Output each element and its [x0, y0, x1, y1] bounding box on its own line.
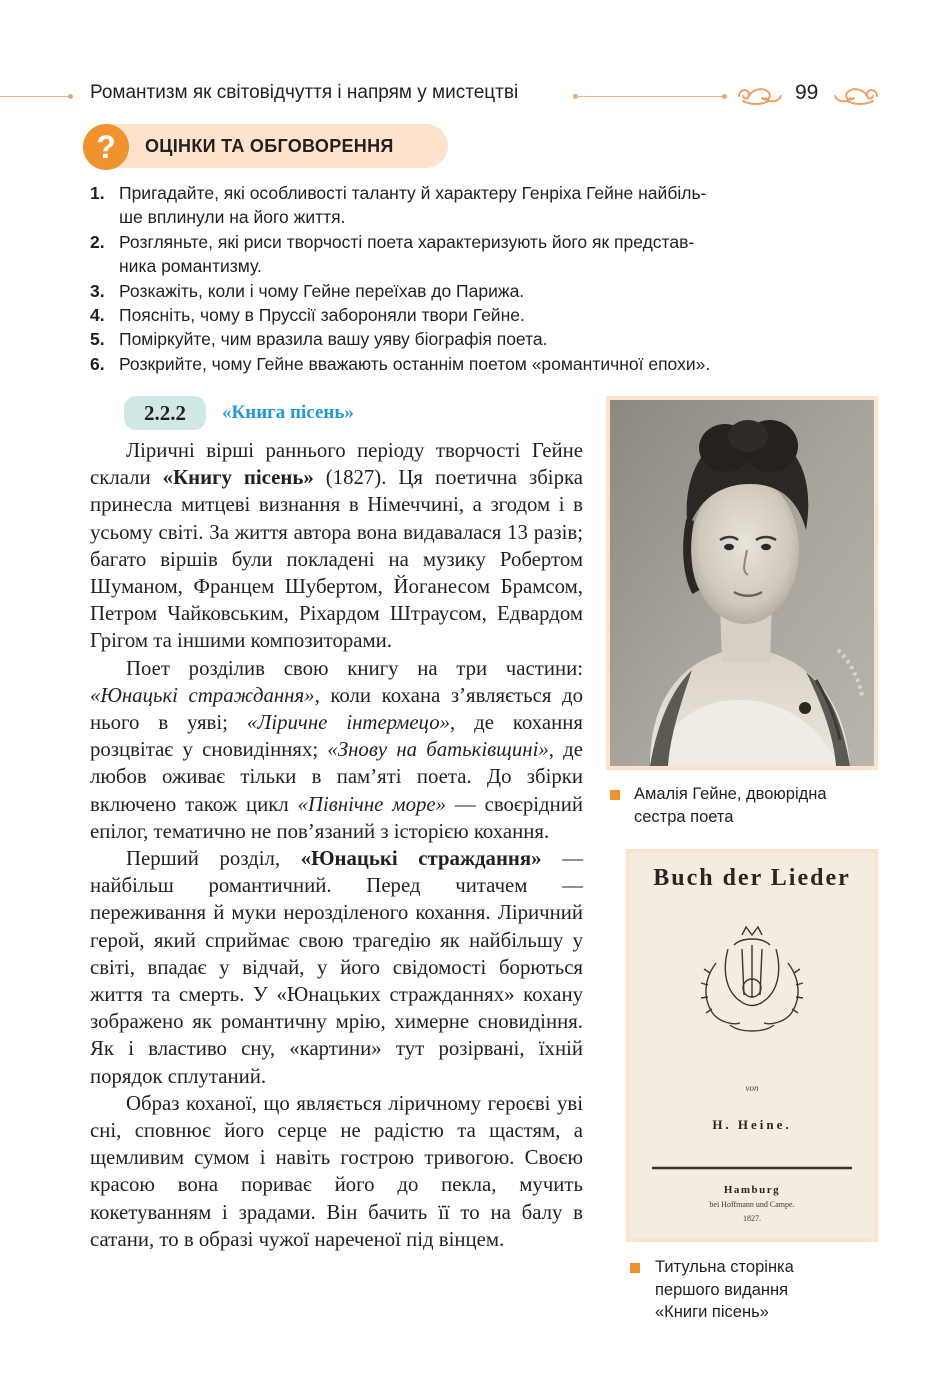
question-text: Розкажіть, коли і чому Гейне переїхав до Парижа.: [119, 280, 525, 301]
question-item: [90, 303, 835, 327]
question-text: Поясніть, чому в Пруссії забороняли твори Гейне.: [119, 305, 525, 326]
question-line: Розгляньте, які риси творчості поета характеризують його як представ-: [119, 231, 695, 252]
swirl-ornament-right-icon: [833, 83, 881, 109]
portrait-caption: [634, 783, 827, 828]
portrait-amalie-heine-image: [610, 400, 874, 766]
header-rule-dot: [722, 94, 727, 99]
title-page-caption: [655, 1256, 794, 1324]
text-run: , де любов оживає тільки в пам’яті поета. До збірки включено також цикл: [90, 738, 583, 816]
swirl-ornament-left-icon: [735, 83, 783, 109]
text-run: , коли кохана з’являється до нього в уяві;: [90, 683, 583, 735]
text-run: , де кохання розцвітає у сновидіннях;: [90, 711, 583, 762]
header-rule-dot: [68, 94, 73, 99]
body-paragraph: [90, 845, 583, 1090]
page-number: 99: [795, 81, 819, 104]
book-year: 1827.: [743, 1214, 761, 1223]
book-title: Buch der Lieder: [653, 865, 851, 891]
body-paragraph: [90, 1090, 583, 1253]
question-number: 6.: [90, 353, 105, 374]
questions-list: [90, 181, 835, 376]
question-item: [90, 181, 835, 230]
question-number: 4.: [90, 305, 105, 326]
section-title: «Книга пісень»: [222, 402, 354, 423]
question-item: [90, 279, 835, 303]
question-item: [90, 352, 835, 376]
running-title: Романтизм як світовідчуття і напрям у мистецтві: [90, 82, 519, 103]
text-run: Ліричні вірші раннього періоду творчості Гейне склали: [90, 439, 583, 490]
section-body-text: [90, 437, 583, 1253]
text-run: Образ коханої, що являється ліричному героєві уві сні, сповнює його серце не радістю та щастям, а щемливим сумом і навіть гострою тривогою. Своєю красою вона пориває його до пекла, мучить кокетуванням і зрадами. Він бачить її то на балу в сатани, то в образі чужої нареченої під вінцем.: [90, 1091, 583, 1251]
caption-marker-icon: [630, 1263, 640, 1273]
question-line: ника романтизму.: [119, 256, 262, 277]
book-author: H. Heine.: [712, 1117, 792, 1132]
book-von: von: [745, 1083, 759, 1093]
question-mark-icon: ?: [83, 124, 129, 170]
question-item: [90, 327, 835, 351]
text-run: Поет розділив свою книгу на три частини:: [126, 656, 583, 680]
question-number: 2.: [90, 231, 105, 252]
text-run: — найбільш романтичний. Перед читачем — переживання й муки нерозділеного кохання. Ліричний герой, який сприймає свою трагедію як найбільшу у світі, впадає у відчай, у його свідомості борються життя та смерть. У «Юнацьких стражданнях» кохану зображено як романтичну мрію, химерне сновидіння. Як і властиво сну, «картини» тут розірвані, їхній порядок сплутаний.: [90, 847, 583, 1088]
question-text: Поміркуйте, чим вразила вашу уяву біографія поета.: [119, 329, 548, 350]
text-run: — своєрідний епілог, тематично не пов’язаний з історією кохання.: [90, 792, 584, 843]
question-number: 5.: [90, 329, 105, 350]
section-number-badge: 2.2.2: [124, 396, 206, 430]
body-paragraph: [90, 437, 583, 655]
book-place: Hamburg: [723, 1184, 781, 1196]
italic-text-run: «Північне море»: [297, 792, 447, 816]
text-run: Перший розділ,: [126, 847, 301, 871]
caption-line: Титульна сторінка: [655, 1258, 794, 1276]
caption-marker-icon: [610, 790, 620, 800]
bold-text-run: «Книгу пісень»: [162, 466, 314, 490]
running-header: [0, 80, 952, 112]
body-paragraph: [90, 655, 583, 845]
header-rule-right: [575, 96, 725, 97]
italic-text-run: «Знову на батьківщині»: [327, 738, 549, 762]
book-publisher: bei Hoffmann und Campe.: [709, 1200, 795, 1209]
italic-text-run: «Ліричне інтермецо»: [246, 711, 450, 735]
bold-text-run: «Юнацькі страждання»: [300, 847, 542, 871]
caption-line: «Книги пісень»: [655, 1303, 769, 1321]
text-run: (1827). Ця поетична збірка принесла митцеві визнання в Німеччині, а згодом і в усьому світі. За життя автора вона видавалася 13 разів; багато віршів були покладені на музику Робертом Шуманом, Францем Шубертом, Йоганесом Брамсом, Петром Чайковським, Ріхардом Штраусом, Едвардом Грігом та іншими композиторами.: [90, 466, 583, 653]
header-rule-left: [0, 96, 72, 97]
questions-heading: ОЦІНКИ ТА ОБГОВОРЕННЯ: [145, 136, 394, 156]
question-text: [119, 230, 835, 279]
question-text: Розкрийте, чому Гейне вважають останнім поетом «романтичної епохи».: [119, 353, 711, 374]
caption-line: сестра поета: [634, 807, 734, 826]
question-line: ше вплинули на його життя.: [119, 207, 346, 228]
caption-line: першого видання: [655, 1280, 789, 1299]
question-text: [119, 181, 835, 230]
question-line: Пригадайте, які особливості таланту й характеру Генріха Гейне найбіль-: [119, 183, 707, 203]
italic-text-run: «Юнацькі страждання»: [90, 683, 315, 707]
question-number: 3.: [90, 280, 105, 301]
title-page-buch-der-lieder-image: [630, 853, 874, 1238]
question-number: 1.: [90, 183, 105, 203]
caption-line: Амалія Гейне, двоюрідна: [634, 785, 827, 803]
question-item: [90, 230, 835, 279]
